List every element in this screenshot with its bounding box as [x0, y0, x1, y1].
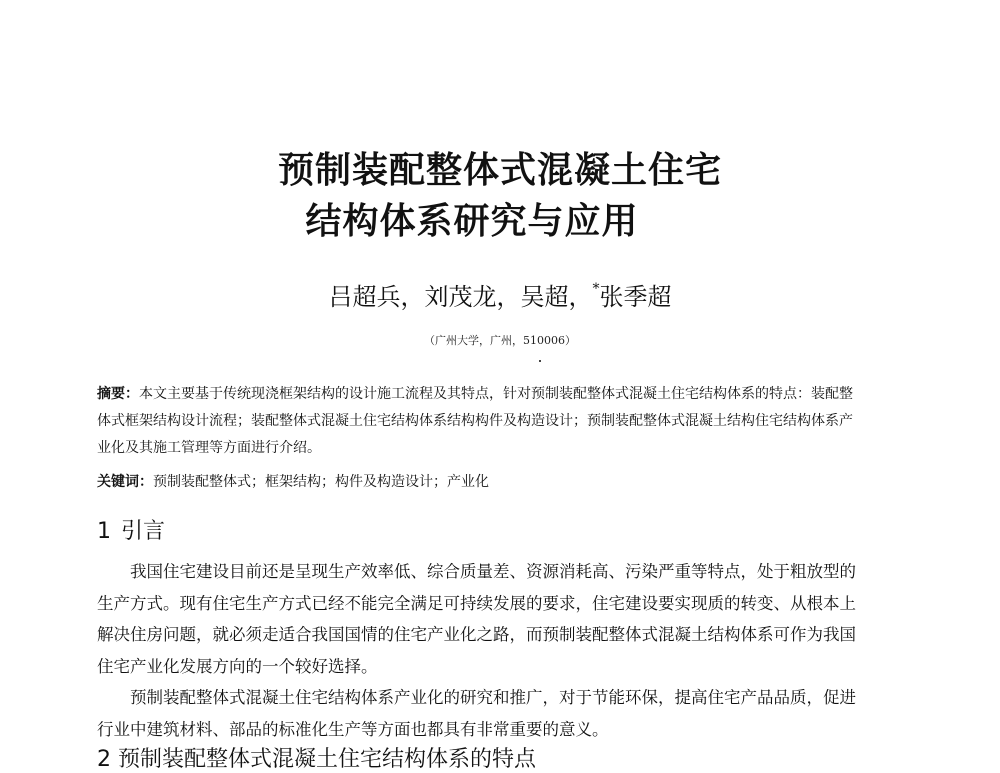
speck-mark [539, 360, 541, 362]
paragraph-line: 生产方式。现有住宅生产方式已经不能完全满足可持续发展的要求，住宅建设要实现质的转变、从根本上 [97, 593, 856, 613]
abstract-line: 体式框架结构设计流程；装配整体式混凝土住宅结构体系结构构件及构造设计；预制装配整体式混凝土结构住宅结构体系产 [97, 413, 853, 429]
abstract-block [97, 381, 917, 462]
abstract-line: 业化及其施工管理等方面进行介绍。 [97, 440, 321, 456]
keywords-label: 关键词： [97, 474, 153, 490]
paragraph-line: 预制装配整体式混凝土住宅结构体系产业化的研究和推广，对于节能环保，提高住宅产品品质，促进 [130, 688, 856, 707]
section-1-number: 1 [97, 519, 111, 544]
paragraph-line: 解决住房问题，就必须走适合我国国情的住宅产业化之路，而预制装配整体式混凝土结构体系可作为我国 [97, 625, 856, 644]
corresponding-author-mark: * [592, 281, 600, 297]
author-list [0, 277, 1000, 312]
author-names: 吕超兵，刘茂龙，吴超， [328, 283, 593, 311]
paper-title-line-2: 结构体系研究与应用 [305, 201, 639, 242]
section-1-paragraph-1 [97, 556, 921, 682]
corresponding-author-name: 张季超 [599, 283, 672, 311]
abstract-label: 摘要： [97, 386, 139, 402]
abstract-text: 本文主要基于传统现浇框架结构的设计施工流程及其特点，针对预制装配整体式混凝土住宅结构体系的特点：装配整 [139, 386, 853, 402]
section-1-paragraph-2 [97, 682, 921, 745]
section-1-title: 引言 [121, 519, 166, 544]
keywords-line [97, 471, 489, 491]
author-affiliation: （广州大学，广州，510006） [424, 334, 576, 347]
section-1-heading [97, 514, 165, 545]
paragraph-line: 行业中建筑材料、部品的标准化生产等方面也都具有非常重要的意义。 [97, 719, 609, 739]
abstract-line [97, 381, 917, 408]
keywords-text: 预制装配整体式；框架结构；构件及构造设计；产业化 [153, 474, 489, 490]
paper-title-line-1: 预制装配整体式混凝土住宅 [277, 150, 722, 191]
section-2-heading: 2 预制装配整体式混凝土住宅结构体系的特点 [97, 747, 536, 772]
paragraph-line: 我国住宅建设目前还是呈现生产效率低、综合质量差、资源消耗高、污染严重等特点，处于粗放型的 [130, 562, 856, 581]
paragraph-line: 住宅产业化发展方向的一个较好选择。 [97, 656, 378, 676]
